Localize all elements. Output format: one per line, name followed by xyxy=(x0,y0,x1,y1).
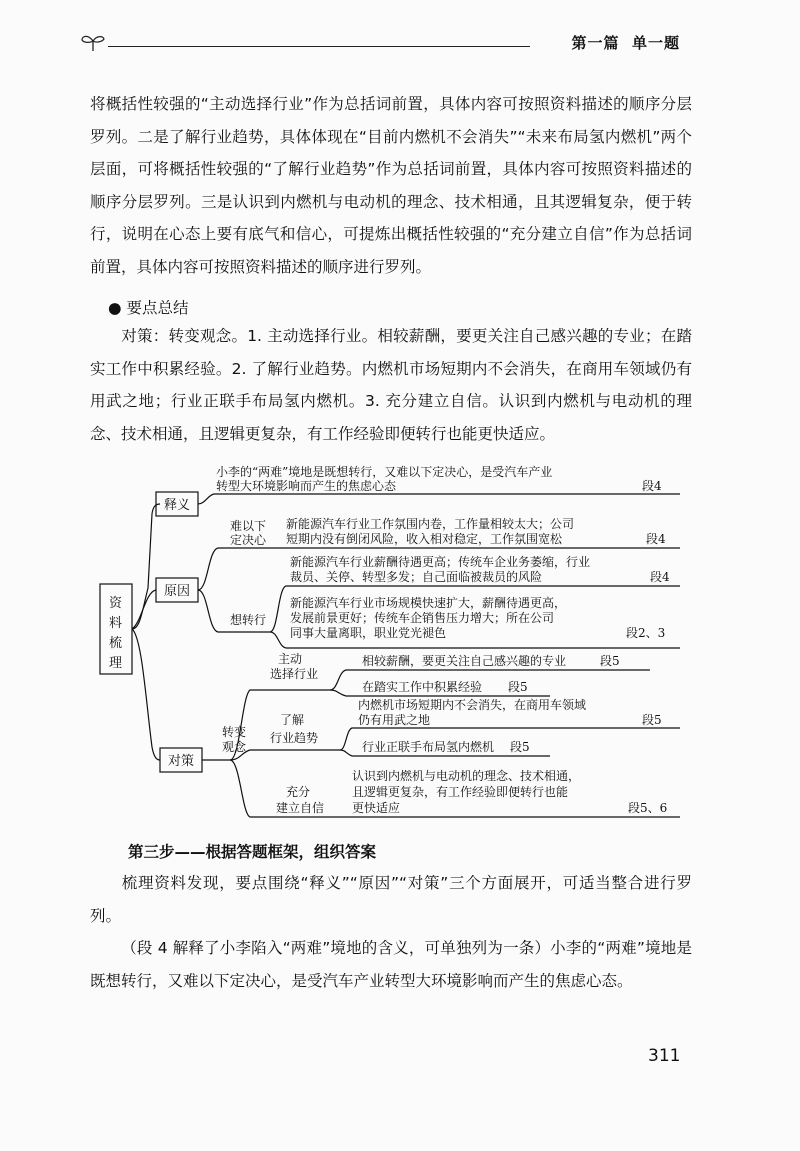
yuanyin-sub2a-tag: 段4 xyxy=(650,570,670,584)
c1-text-1: 认识到内燃机与电动机的理念、技术相通， xyxy=(352,769,581,783)
b1-text-2: 仍有用武之地 xyxy=(358,713,431,727)
c-label-2: 建立自信 xyxy=(276,801,325,815)
connector-yuanyin xyxy=(132,590,156,629)
a1-text: 相较薪酬，要更关注自己感兴趣的专业 xyxy=(362,654,567,668)
header-chapter: 单一题 xyxy=(631,34,680,52)
c1-text-3: 更快适应 xyxy=(352,801,401,815)
b-label-2: 行业趋势 xyxy=(270,731,319,745)
duice-label: 对策 xyxy=(168,754,195,769)
summary-text: 对策：转变观念。1. 主动选择行业。相较薪酬，要更关注自己感兴趣的专业；在踏实工作中积累经验。2. 了解行业趋势。内燃机市场短期内不会消失，在商用车领域仍有用武之地；行业正联手布局氢内燃机。3. 充分建立自信。认识到内燃机与电动机的理念、技术相通，且逻辑更复杂，有工作经验即便转行也能更快适应。 xyxy=(90,327,692,443)
connector-duice xyxy=(132,629,160,760)
yuanyin-sub2b-tag: 段2、3 xyxy=(626,626,666,640)
c1-text-2: 且逻辑更复杂，有工作经验即便转行也能 xyxy=(352,785,569,799)
branch-b xyxy=(230,750,340,760)
sprout-icon xyxy=(80,32,106,52)
intro-paragraph: 将概括性较强的“主动选择行业”作为总括词前置，具体内容可按照资料描述的顺序分层罗列。二是了解行业趋势，具体体现在“目前内燃机不会消失”“未来布局氢内燃机”两个层面，可将概括性较强的“了解行业趋势”作为总括词前置，具体内容可按照资料描述的顺序分层罗列。三是认识到内燃机与电动机的理念、技术相通，且其逻辑复杂，便于转行，说明在心态上要有底气和信心，可提炼出概括性较强的“充分建立自信”作为总括词前置，具体内容可按照资料描述的顺序进行罗列。 xyxy=(90,95,692,276)
c-label-1: 充分 xyxy=(286,785,311,799)
summary-heading: ● 要点总结 xyxy=(108,299,189,317)
yuanyin-sub2-label: 想转行 xyxy=(230,613,267,627)
a1-tag: 段5 xyxy=(600,654,620,668)
header-rule xyxy=(108,46,530,47)
b2-text: 行业正联手布局氢内燃机 xyxy=(362,740,495,754)
b-label-1: 了解 xyxy=(280,713,305,727)
step-text: 梳理资料发现，要点围绕“释义”“原因”“对策”三个方面展开，可适当整合进行罗列。 xyxy=(90,874,692,925)
shiyi-label: 释义 xyxy=(164,498,191,513)
connector-shiyi xyxy=(132,504,160,629)
shiyi-text-1: 小李的“两难”境地是既想转行，又难以下定决心，是受汽车产业 xyxy=(216,465,553,479)
b2-tag: 段5 xyxy=(510,740,530,754)
yuanyin-label: 原因 xyxy=(164,584,191,599)
yuanyin-sub1-tag: 段4 xyxy=(646,532,666,546)
page-header xyxy=(80,28,680,58)
a2-tag: 段5 xyxy=(508,680,528,694)
last-text: （段 4 解释了小李陷入“两难”境地的含义，可单独列为一条）小李的“两难”境地是既想转行，又难以下定决心，是受汽车产业转型大环境影响而产生的焦虑心态。 xyxy=(90,939,692,990)
yuanyin-sub1-label-1: 难以下 xyxy=(230,519,267,533)
yuanyin-up xyxy=(198,548,270,590)
yuanyin-sub2b-text-1: 新能源汽车行业市场规模快速扩大，薪酬待遇更高， xyxy=(290,596,567,610)
root-char-1: 资 xyxy=(109,596,123,611)
shiyi-tag: 段4 xyxy=(642,479,662,493)
duice-center-1: 转变 xyxy=(222,725,247,739)
b1-text-1: 内燃机市场短期内不会消失，在商用车领域 xyxy=(358,698,587,712)
a2-text: 在踏实工作中积累经验 xyxy=(362,680,483,694)
header-title xyxy=(572,32,680,53)
summary-paragraph xyxy=(90,320,692,450)
root-char-4: 理 xyxy=(109,656,123,671)
step-paragraph xyxy=(90,867,692,932)
shiyi-line xyxy=(198,494,680,504)
shiyi-text-2: 转型大环境影响而产生的焦虑心态 xyxy=(216,479,397,493)
yuanyin-sub2a-text-1: 新能源汽车行业薪酬待遇更高；传统车企业务萎缩，行业 xyxy=(290,555,591,569)
root-char-2: 料 xyxy=(109,616,123,631)
page-number: 311 xyxy=(648,1046,681,1066)
step-heading: 第三步——根据答题框架，组织答案 xyxy=(128,843,377,861)
yuanyin-sub2a-text-2: 裁员、关停、转型多发；自己面临被裁员的风险 xyxy=(290,570,543,584)
c1-tag: 段5、6 xyxy=(628,801,668,815)
yuanyin-sub1-label-2: 定决心 xyxy=(230,533,267,547)
a-label-1: 主动 xyxy=(278,652,303,666)
yuanyin-sub1-text-1: 新能源汽车行业工作氛围内卷，工作量相较太大；公司 xyxy=(286,517,575,531)
yuanyin-sub2b-text-2: 发展前景更好；传统车企销售压力增大；所在公司 xyxy=(290,611,555,625)
mindmap xyxy=(90,462,690,832)
last-paragraph xyxy=(90,932,692,997)
a-label-2: 选择行业 xyxy=(270,667,319,681)
root-char-3: 梳 xyxy=(109,636,123,651)
header-section: 第一篇 xyxy=(571,34,620,52)
yuanyin-sub2b-text-3: 同事大量离职，职业党光褪色 xyxy=(290,626,447,640)
b1-tag: 段5 xyxy=(642,713,662,727)
yuanyin-sub1-text-2: 短期内没有倒闭风险，收入相对稳定，工作氛围宽松 xyxy=(286,532,563,546)
duice-center-2: 观念 xyxy=(222,740,247,754)
